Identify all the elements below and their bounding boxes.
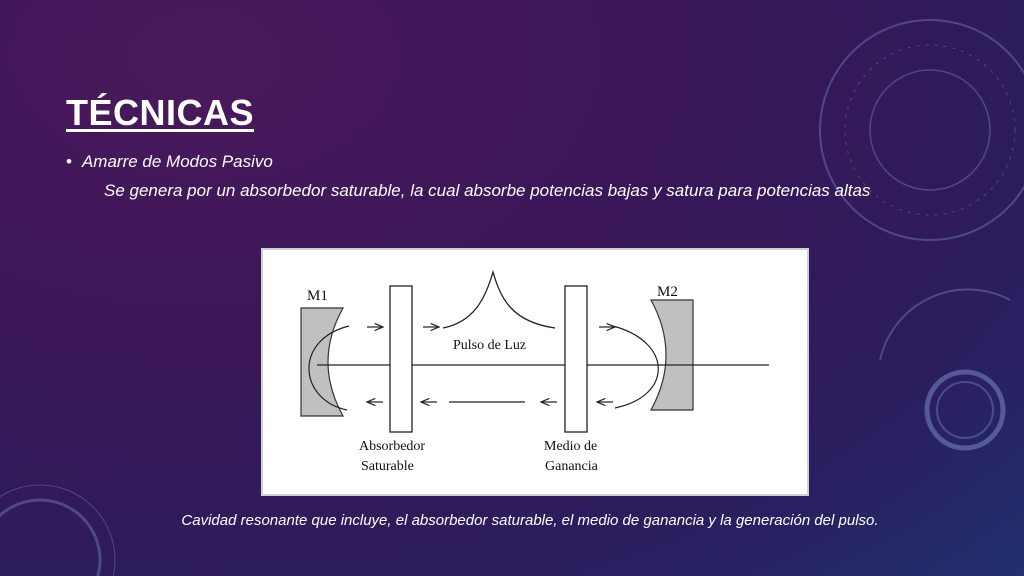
bullet-description: Se genera por un absorbedor saturable, la cual absorbe potencias bajas y satura para potencias altas bbox=[104, 181, 871, 200]
label-absorber-line2: Saturable bbox=[361, 459, 414, 474]
bullet-dot: • bbox=[66, 152, 72, 171]
bullet-label: Amarre de Modos Pasivo bbox=[81, 152, 273, 171]
saturable-absorber-plate bbox=[390, 286, 412, 432]
mirror-m2 bbox=[651, 300, 693, 410]
gain-medium-plate bbox=[565, 286, 587, 432]
label-absorber-line1: Absorbedor bbox=[359, 439, 426, 454]
cavity-diagram-svg bbox=[263, 250, 807, 494]
mirror-m1 bbox=[301, 308, 343, 416]
label-gain-line2: Ganancia bbox=[545, 459, 598, 474]
slide-title: TÉCNICAS bbox=[66, 92, 255, 133]
cavity-diagram bbox=[261, 248, 809, 496]
beam-turn-right bbox=[613, 326, 658, 408]
label-m2: M2 bbox=[657, 284, 678, 300]
label-gain-line1: Medio de bbox=[544, 439, 598, 454]
label-m1: M1 bbox=[307, 288, 328, 304]
diagram-caption: Cavidad resonante que incluye, el absorbedor saturable, el medio de ganancia y la generación del pulso. bbox=[181, 512, 879, 529]
label-pulse: Pulso de Luz bbox=[453, 338, 527, 353]
light-pulse bbox=[443, 272, 555, 328]
bullet-item bbox=[66, 152, 273, 172]
